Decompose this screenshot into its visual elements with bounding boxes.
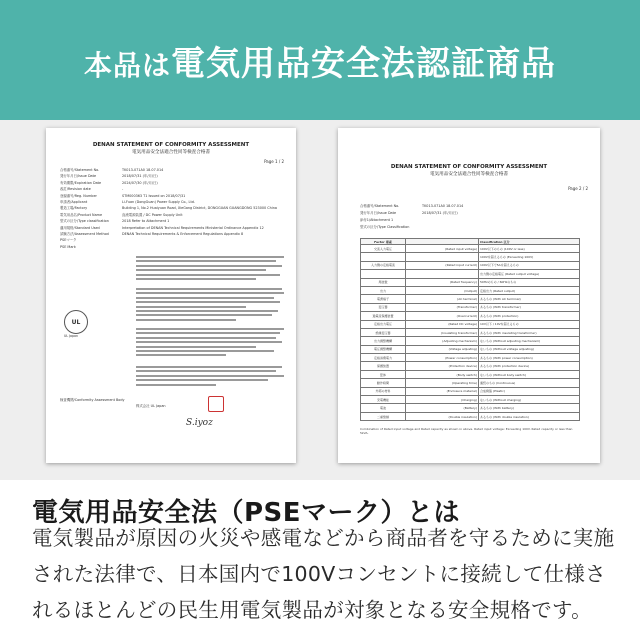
table-cell: (Rated input current) [406, 261, 479, 269]
table-cell: (Insulating transformer) [406, 328, 479, 336]
doc-paragraph [136, 256, 286, 282]
table-row [361, 245, 580, 253]
doc-field-label: 合格番号/Statement No. [60, 168, 100, 172]
doc-field-value: 2018/07/31 (年/月/日) [422, 211, 458, 215]
doc-field-row [360, 211, 458, 215]
table-cell: 過電流保護装置 [361, 312, 406, 320]
table-cell: ないもの (Without voltage adjusting) [479, 345, 580, 353]
table-cell: あるもの (With insulating transformer) [479, 328, 580, 336]
doc-footnote: Combination of Rated input voltage and Rated capacity as shown in above. Rated input voltage: Exceeding 100V. Rated capacity or less than 5kVA. [360, 427, 573, 435]
table-cell: (Voltage adjusting) [406, 345, 479, 353]
doc-field-value: 直流電源装置 / DC Power Supply Unit [122, 212, 183, 217]
table-row [361, 412, 580, 420]
table-row [361, 345, 580, 353]
table-cell [406, 253, 479, 261]
table-cell: (Rated input voltage) [406, 245, 479, 253]
table-row [361, 312, 580, 320]
table-cell: 絶縁変圧器 [361, 328, 406, 336]
doc-field-row [360, 204, 463, 208]
table-cell: 電池 [361, 404, 406, 412]
table-cell: (Overcurrent) [406, 312, 479, 320]
doc-field-label: PSE Mark [60, 244, 76, 249]
table-cell: (Operating time) [406, 379, 479, 387]
doc-field-label: PSEマーク [60, 238, 77, 243]
table-cell: あるもの (With protection) [479, 312, 580, 320]
table-cell: 100Vを超えるもの (Exceeding 100V) [479, 253, 580, 261]
doc-field-row [360, 218, 422, 222]
table-cell: (Battery) [406, 404, 479, 412]
table-cell: 周波数 [361, 278, 406, 286]
table-cell: ないもの (Without charging) [479, 396, 580, 404]
table-header-cell: Classification 区分 [479, 239, 580, 245]
doc-field-label: 適用規格/Standard Used [60, 225, 100, 230]
doc-field-value: STM000363 T1 Issued on 2018/07/31 [122, 193, 186, 198]
doc-field-value: Li-Fuan (DongGuan) Power Supply Co., Ltd. [122, 200, 196, 204]
table-row [361, 370, 580, 378]
doc-field-row [60, 245, 122, 249]
doc-subtitle: 電気用品安全法適合性同等検査合格書 [131, 150, 211, 155]
doc-field-row [60, 238, 122, 242]
doc-field-value: TK013-071A0 18.07.014 [422, 204, 464, 208]
doc-field-label: 型式の区分/Type Classification [360, 225, 410, 229]
classification-table [360, 238, 580, 421]
doc-field-value: TK013-071A0 18.07.014 [122, 168, 164, 172]
table-cell: 定格出力電圧 [361, 320, 406, 328]
table-row [361, 404, 580, 412]
signature: S.iyoz [186, 418, 213, 428]
table-cell: (Adjusting mechanism) [406, 337, 479, 345]
table-row [361, 396, 580, 404]
table-cell: (AC terminal) [406, 295, 479, 303]
table-cell: あるもの (With transformer) [479, 303, 580, 311]
table-cell: あるもの (With double insulation) [479, 412, 580, 420]
table-cell [361, 270, 406, 278]
table-cell: (Charging) [406, 396, 479, 404]
doc-field-row [60, 168, 163, 172]
table-cell: あるもの (With battery) [479, 404, 580, 412]
section-body: 電気製品が原因の火災や感電などから商品者を守るために実施された法律で、日本国内で100Vコンセントに接続して仕様されるほとんどの民生用電気製品が対象となる安全規格です。 [32, 526, 615, 622]
doc-field-value: 2018/07/31 (年/月/日) [122, 174, 158, 179]
certificate-page-1 [46, 128, 296, 463]
table-row [361, 387, 580, 395]
doc-field-label: 試験方法/Assessment Method [60, 232, 109, 236]
table-cell: 二重絶縁 [361, 412, 406, 420]
table-cell: (Transformer) [406, 303, 479, 311]
banner-title-main: 電気用品安全法認証商品 [171, 43, 556, 84]
doc-field-row [60, 174, 158, 178]
table-cell: 変圧器 [361, 303, 406, 311]
table-cell: 50Hzのもの / 60Hzのもの [479, 278, 580, 286]
doc-field-label: 有効期限/Expiration Date [60, 180, 102, 185]
table-row [361, 354, 580, 362]
assessor-name: 株式会社 UL Japan [136, 404, 166, 408]
ul-logo-icon: UL [64, 310, 88, 334]
doc-field-row [60, 213, 183, 217]
table-row [361, 286, 580, 294]
company-seal-icon [208, 396, 224, 412]
page-number: Page 1 / 2 [264, 159, 284, 164]
table-row [361, 379, 580, 387]
table-cell: 外郭の材料 [361, 387, 406, 395]
table-row [361, 261, 580, 269]
doc-field-label: 登録番号/Reg. Number [60, 193, 97, 198]
table-cell: 定格出力 (Rated output) [479, 286, 580, 294]
table-cell: (Body switch) [406, 370, 479, 378]
doc-field-row [60, 219, 169, 223]
table-cell: 連続のもの (Continuous) [479, 379, 580, 387]
doc-field-label: 型式の区分/Type classification [60, 219, 109, 224]
table-cell: (Rated DC voltage) [406, 320, 479, 328]
doc-field-row [60, 194, 185, 198]
certificate-page-2 [338, 128, 600, 463]
doc-field-label: 申請者/Applicant [60, 200, 88, 204]
table-cell: (Enclosure material) [406, 387, 479, 395]
table-cell: 100V以下のもの (100V or less) [479, 245, 580, 253]
table-cell: 合成樹脂 (Plastic) [479, 387, 580, 395]
doc-field-label: 添付1/Attachment 1 [360, 218, 394, 222]
doc-field-value: DENAN Technical Requirements & Enforcement Regulations Appendix 8 [122, 232, 244, 236]
table-cell: (Rated frequency) [406, 278, 479, 286]
table-cell: (Power consumption) [406, 354, 479, 362]
table-row [361, 295, 580, 303]
table-cell: あるもの (With AC terminal) [479, 295, 580, 303]
table-row [361, 362, 580, 370]
table-cell: ないもの (Without body switch) [479, 370, 580, 378]
table-row [361, 320, 580, 328]
table-cell: あるもの (With power consumption) [479, 354, 580, 362]
table-cell: (Protection device) [406, 362, 479, 370]
table-cell: 充電機能 [361, 396, 406, 404]
table-cell: 出力 [361, 286, 406, 294]
doc-title: DENAN STATEMENT OF CONFORMITY ASSESSMENT [390, 164, 548, 170]
doc-field-label: 発行年月日/Issue Date [60, 174, 97, 179]
table-cell: 交流入力電圧 [361, 245, 406, 253]
table-cell: 保護装置 [361, 362, 406, 370]
table-cell: 入力側の定格電流 [361, 261, 406, 269]
table-cell: 定格消費電力 [361, 354, 406, 362]
doc-title: DENAN STATEMENT OF CONFORMITY ASSESSMENT [92, 142, 250, 148]
doc-subtitle: 電気用品安全法適合性同等検査合格書 [429, 172, 509, 177]
doc-field-value: 2024/07/30 (年/月/日) [122, 180, 158, 185]
table-cell: 電源端子 [361, 295, 406, 303]
page-number: Page 2 / 2 [568, 186, 588, 191]
table-cell: 出力調整機構 [361, 337, 406, 345]
table-row [361, 303, 580, 311]
doc-field-row [60, 200, 195, 204]
doc-field-row [60, 226, 264, 230]
logo-caption: UL Japan [64, 334, 79, 338]
table-cell [406, 270, 479, 278]
doc-paragraph [136, 288, 286, 323]
table-row [361, 278, 580, 286]
doc-field-label: 改訂/Revision date [60, 187, 91, 192]
assessor-label: 検査機関/Conformity Assessment Body [60, 398, 125, 402]
table-cell: 100V以下で5Aを超えるもの [479, 261, 580, 269]
doc-field-value: - [122, 187, 124, 192]
table-header-cell: Factor 要素 [361, 239, 406, 245]
table-cell: 筐体 [361, 370, 406, 378]
table-row [361, 328, 580, 336]
table-cell [361, 253, 406, 261]
doc-field-label: 電気用品名/Product Name [60, 212, 103, 217]
banner-title [84, 36, 556, 85]
doc-paragraph [136, 366, 286, 388]
table-row [361, 337, 580, 345]
banner-title-lead: 本品は [83, 48, 171, 82]
doc-field-value: Building 1, No.2 Huaiyuan Road, XieGang District, DONGGUAN GUANGDONG 523000 China [122, 206, 277, 211]
table-row [361, 270, 580, 278]
doc-field-value: 2018 Refer to Attachment 1 [122, 219, 170, 224]
table-row [361, 253, 580, 261]
doc-field-row [60, 187, 123, 191]
doc-field-row [60, 181, 158, 185]
table-cell: 動作時間 [361, 379, 406, 387]
table-cell: 10V以下 / 10Vを超えるもの [479, 320, 580, 328]
doc-field-label: 合格番号/Statement No. [360, 204, 400, 208]
doc-field-value: Interpretation of DENAN Technical Requirements Ministerial Ordinance Appendix 12 [122, 225, 264, 230]
table-cell: 出力側の定格電圧 (Rated output voltage) [479, 270, 580, 278]
doc-field-row [60, 232, 243, 236]
doc-paragraph [136, 328, 286, 359]
section-heading: 電気用品安全法（PSEマーク）とは [32, 498, 461, 528]
table-cell: あるもの (With protection device) [479, 362, 580, 370]
doc-field-label: 発行年月日/Issue Date [360, 211, 397, 215]
table-cell: (Output) [406, 286, 479, 294]
banner [0, 0, 640, 120]
table-cell: 電圧調整機構 [361, 345, 406, 353]
doc-field-row [60, 206, 277, 210]
certificate-area [0, 120, 640, 480]
doc-field-label: 製造工場/Factory [60, 206, 88, 211]
doc-field-row [360, 225, 422, 229]
table-cell: (Double insulation) [406, 412, 479, 420]
table-cell: ないもの (Without adjusting mechanism) [479, 337, 580, 345]
